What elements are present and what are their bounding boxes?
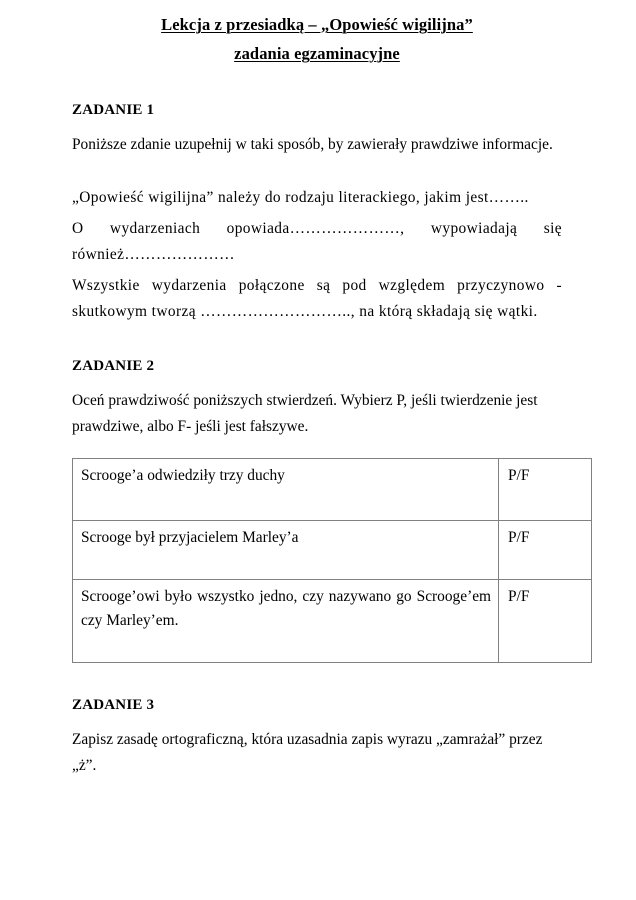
document-title-line-1 [72,10,562,39]
spacer-before-table [72,439,562,458]
document-title-line-1-text: Lekcja z przesiadką – „Opowieść wigilijna” [161,15,473,34]
table-row [73,521,592,580]
table-cell-statement: Scrooge’a odwiedziły trzy duchy [73,459,499,521]
table-cell-statement: Scrooge’owi było wszystko jedno, czy nazywano go Scrooge’em czy Marley’em. [73,580,499,663]
table-cell-choice[interactable]: P/F [499,459,592,521]
table-cell-statement: Scrooge był przyjacielem Marley’a [73,521,499,580]
spacer-after-title [72,68,562,99]
spacer-task3-heading [72,716,562,727]
spacer-blank-line-task1 [72,158,562,185]
task-1-heading: ZADANIE 1 [72,102,155,118]
task-1-blank-3: Wszystkie wydarzenia połączone są pod względem przyczynowo - skutkowym tworzą ……………………….., na którą składają się wątki. [72,277,562,320]
spacer-before-task2 [72,324,562,355]
task-1-instruction: Poniższe zdanie uzupełnij w taki sposób, by zawierały prawdziwe informacje. [72,136,553,153]
document-content [72,0,562,778]
task-1-blank-2: O wydarzeniach opowiada…………………, wypowiadają się również………………… [72,220,562,263]
table-row [73,459,592,521]
spacer-task1-heading [72,121,562,132]
true-false-table [72,458,592,663]
table-cell-choice[interactable]: P/F [499,521,592,580]
spacer-before-task3 [72,663,562,694]
task-2-instruction: Oceń prawdziwość poniższych stwierdzeń. Wybierz P, jeśli twierdzenie jest prawdziwe, albo F- jeśli jest fałszywe. [72,392,538,435]
spacer-task2-heading [72,377,562,388]
document-title-block [72,0,562,68]
document-title-line-2 [72,39,562,68]
document-title-line-2-text: zadania egzaminacyjne [234,44,400,63]
table-row [73,580,592,663]
task-1-blank-1: „Opowieść wigilijna” należy do rodzaju literackiego, jakim jest…….. [72,188,529,206]
table-cell-choice[interactable]: P/F [499,580,592,663]
task-2-heading: ZADANIE 2 [72,358,155,374]
task-3-instruction: Zapisz zasadę ortograficzną, która uzasadnia zapis wyrazu „zamrażał” przez „ż”. [72,731,543,774]
task-3-heading: ZADANIE 3 [72,697,155,713]
true-false-table-body [73,459,592,663]
